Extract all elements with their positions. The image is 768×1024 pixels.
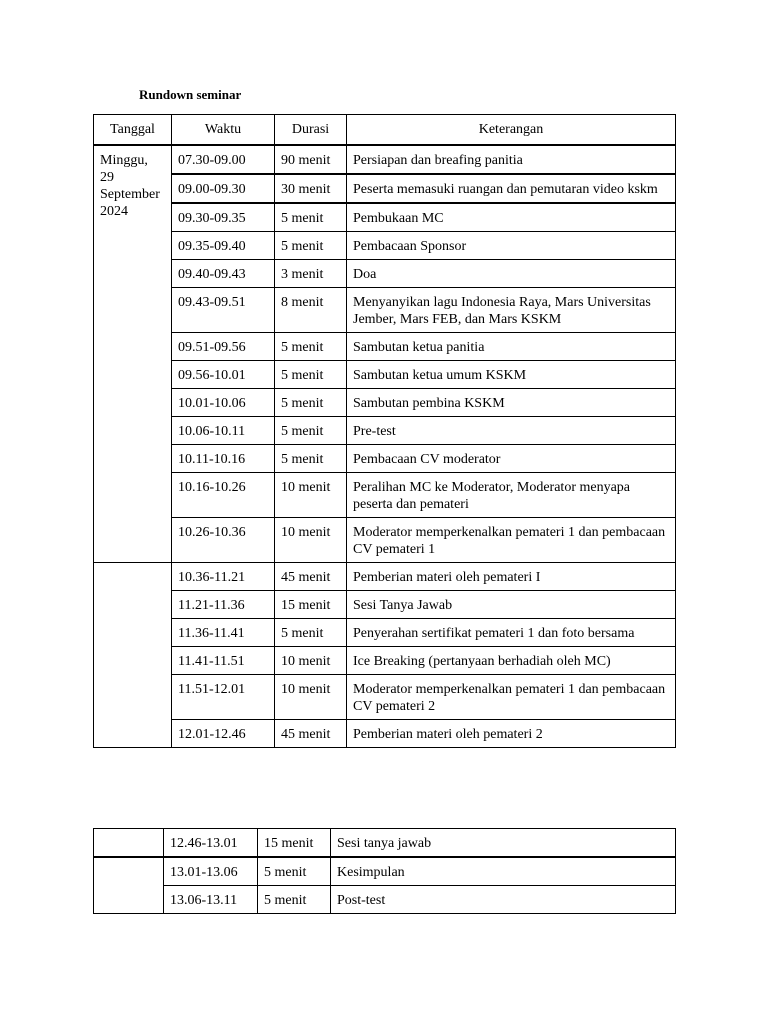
durasi-cell: 15 menit (258, 829, 331, 858)
waktu-cell: 12.01-12.46 (172, 720, 275, 748)
header-tanggal: Tanggal (94, 115, 172, 146)
table-row (94, 886, 676, 914)
keterangan-cell: Persiapan dan breafing panitia (347, 145, 676, 174)
keterangan-cell: Moderator memperkenalkan pemateri 1 dan pembacaan CV pemateri 2 (347, 675, 676, 720)
waktu-cell: 11.21-11.36 (172, 591, 275, 619)
table-row (94, 518, 676, 563)
waktu-cell: 11.36-11.41 (172, 619, 275, 647)
table-row (94, 232, 676, 260)
waktu-cell: 10.11-10.16 (172, 445, 275, 473)
durasi-cell: 5 menit (275, 361, 347, 389)
table-row (94, 720, 676, 748)
table-row (94, 857, 676, 886)
table-row (94, 361, 676, 389)
durasi-cell: 10 menit (275, 473, 347, 518)
table-row (94, 203, 676, 232)
durasi-cell: 30 menit (275, 174, 347, 203)
table-row (94, 333, 676, 361)
durasi-cell: 5 menit (258, 857, 331, 886)
durasi-cell: 45 menit (275, 720, 347, 748)
table-row (94, 145, 676, 174)
table-row (94, 647, 676, 675)
header-keterangan: Keterangan (347, 115, 676, 146)
page-title: Rundown seminar (139, 87, 242, 102)
table-row (94, 675, 676, 720)
durasi-cell: 5 menit (275, 333, 347, 361)
durasi-cell: 90 menit (275, 145, 347, 174)
waktu-cell: 09.56-10.01 (172, 361, 275, 389)
durasi-cell: 3 menit (275, 260, 347, 288)
waktu-cell: 11.51-12.01 (172, 675, 275, 720)
waktu-cell: 12.46-13.01 (164, 829, 258, 858)
durasi-cell: 10 menit (275, 675, 347, 720)
rundown-table (93, 114, 676, 748)
waktu-cell: 10.26-10.36 (172, 518, 275, 563)
table-row (94, 389, 676, 417)
keterangan-cell: Ice Breaking (pertanyaan berhadiah oleh MC) (347, 647, 676, 675)
waktu-cell: 09.30-09.35 (172, 203, 275, 232)
durasi-cell: 5 menit (275, 203, 347, 232)
waktu-cell: 09.51-09.56 (172, 333, 275, 361)
durasi-cell: 5 menit (275, 445, 347, 473)
durasi-cell: 45 menit (275, 563, 347, 591)
empty-date-cell (94, 563, 172, 748)
table-row (94, 445, 676, 473)
header-durasi: Durasi (275, 115, 347, 146)
durasi-cell: 15 menit (275, 591, 347, 619)
keterangan-cell: Pembukaan MC (347, 203, 676, 232)
keterangan-cell: Peserta memasuki ruangan dan pemutaran video kskm (347, 174, 676, 203)
table-row (94, 288, 676, 333)
table-row (94, 619, 676, 647)
durasi-cell: 5 menit (275, 417, 347, 445)
keterangan-cell: Doa (347, 260, 676, 288)
durasi-cell: 5 menit (275, 619, 347, 647)
date-cell: Minggu, 29 September 2024 (94, 145, 172, 563)
empty-date-cell (94, 857, 164, 914)
keterangan-cell: Sambutan ketua umum KSKM (347, 361, 676, 389)
waktu-cell: 13.06-13.11 (164, 886, 258, 914)
table-row (94, 260, 676, 288)
waktu-cell: 10.16-10.26 (172, 473, 275, 518)
keterangan-cell: Moderator memperkenalkan pemateri 1 dan pembacaan CV pemateri 1 (347, 518, 676, 563)
keterangan-cell: Pembacaan Sponsor (347, 232, 676, 260)
waktu-cell: 10.36-11.21 (172, 563, 275, 591)
waktu-cell: 07.30-09.00 (172, 145, 275, 174)
table-row (94, 473, 676, 518)
waktu-cell: 13.01-13.06 (164, 857, 258, 886)
waktu-cell: 09.35-09.40 (172, 232, 275, 260)
keterangan-cell: Sambutan ketua panitia (347, 333, 676, 361)
table-row (94, 563, 676, 591)
durasi-cell: 5 menit (258, 886, 331, 914)
keterangan-cell: Post-test (331, 886, 676, 914)
rundown-table-continued (93, 828, 676, 914)
header-row (94, 115, 676, 146)
durasi-cell: 5 menit (275, 232, 347, 260)
waktu-cell: 09.00-09.30 (172, 174, 275, 203)
header-waktu: Waktu (172, 115, 275, 146)
keterangan-cell: Pembacaan CV moderator (347, 445, 676, 473)
durasi-cell: 10 menit (275, 518, 347, 563)
table-row (94, 417, 676, 445)
waktu-cell: 09.43-09.51 (172, 288, 275, 333)
durasi-cell: 10 menit (275, 647, 347, 675)
keterangan-cell: Peralihan MC ke Moderator, Moderator menyapa peserta dan pemateri (347, 473, 676, 518)
waktu-cell: 09.40-09.43 (172, 260, 275, 288)
table-row (94, 174, 676, 203)
durasi-cell: 8 menit (275, 288, 347, 333)
keterangan-cell: Sesi tanya jawab (331, 829, 676, 858)
table-row (94, 591, 676, 619)
keterangan-cell: Kesimpulan (331, 857, 676, 886)
keterangan-cell: Menyanyikan lagu Indonesia Raya, Mars Universitas Jember, Mars FEB, dan Mars KSKM (347, 288, 676, 333)
waktu-cell: 11.41-11.51 (172, 647, 275, 675)
waktu-cell: 10.01-10.06 (172, 389, 275, 417)
table-row (94, 829, 676, 858)
keterangan-cell: Pemberian materi oleh pemateri 2 (347, 720, 676, 748)
empty-date-cell (94, 829, 164, 858)
keterangan-cell: Pemberian materi oleh pemateri I (347, 563, 676, 591)
keterangan-cell: Sambutan pembina KSKM (347, 389, 676, 417)
keterangan-cell: Pre-test (347, 417, 676, 445)
durasi-cell: 5 menit (275, 389, 347, 417)
keterangan-cell: Penyerahan sertifikat pemateri 1 dan foto bersama (347, 619, 676, 647)
waktu-cell: 10.06-10.11 (172, 417, 275, 445)
keterangan-cell: Sesi Tanya Jawab (347, 591, 676, 619)
